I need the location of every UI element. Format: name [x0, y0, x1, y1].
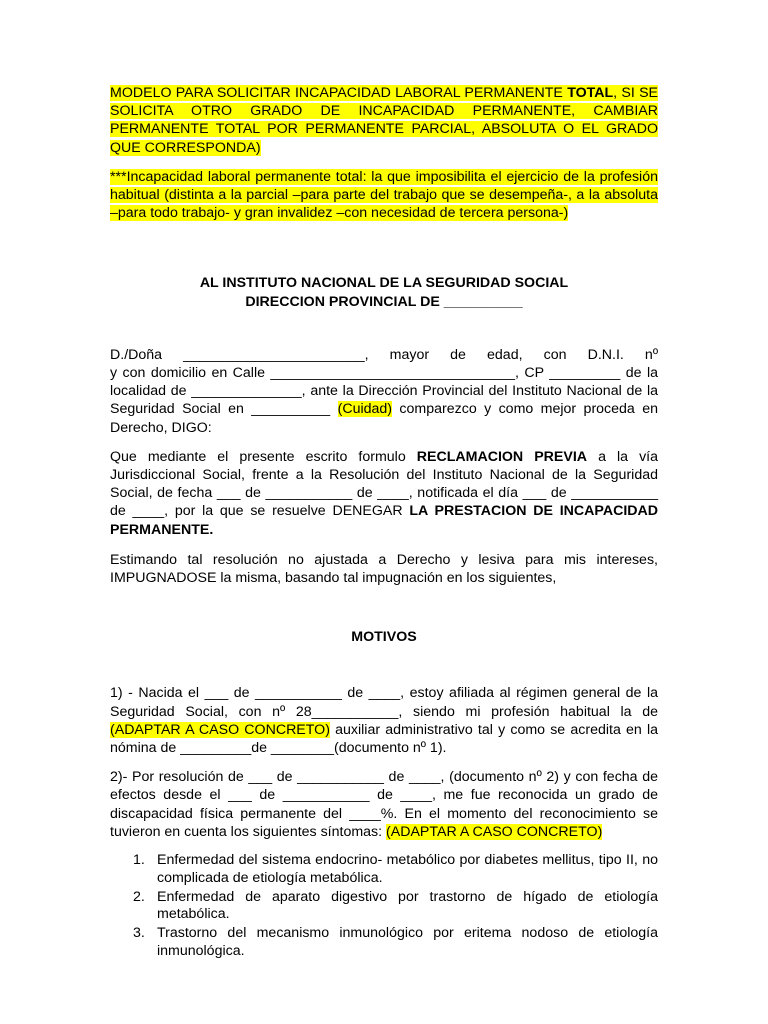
- intro-line4-a: Seguridad Social en __________: [110, 401, 338, 418]
- intro-line1: D./Doña _______________________, mayor de edad, con D.N.I. nº: [110, 346, 658, 363]
- list-item-number: 3.: [133, 925, 145, 942]
- list-item-text: Enfermedad de aparato digestivo por trastorno de hígado de etiología metabólica.: [157, 888, 658, 923]
- claim-paragraph: [110, 448, 658, 539]
- motivo-1: [110, 684, 658, 757]
- list-item-number: 2.: [133, 888, 145, 905]
- motivo-1-highlight: (ADAPTAR A CASO CONCRETO): [110, 721, 330, 738]
- document-body: [110, 84, 658, 962]
- intro-paragraph: [110, 346, 658, 437]
- definition-note-text: ***Incapacidad laboral permanente total: la que imposibilita el ejercicio de la profesión habitual (distinta a la parcial –para parte del trabajo que se desempeña-, a la absoluta –para todo trabajo- y gran invalidez –con necesidad de tercera persona-): [110, 168, 658, 222]
- header-note: [110, 84, 658, 157]
- symptoms-list: [110, 852, 658, 961]
- list-item: [110, 889, 658, 925]
- intro-line5: Derecho, DIGO:: [110, 419, 212, 436]
- addressee-line1-text: AL INSTITUTO NACIONAL DE LA SEGURIDAD SOCIAL: [199, 275, 569, 292]
- motivos-title-text: MOTIVOS: [351, 629, 417, 646]
- addressee-line2: [110, 293, 658, 311]
- header-note-part2: , SI SE SOLICITA OTRO GRADO DE INCAPACIDAD PERMANENTE, CAMBIAR PERMANENTE TOTAL POR PERMANENTE PARCIAL, ABSOLUTA O EL GRADO QUE CORRESPONDA): [110, 85, 659, 156]
- motivo-1-a: 1) - Nacida el ___ de ___________ de ____, estoy afiliada al régimen general de la Seguridad Social, con nº 28___________, siendo mi profesión habitual la de: [110, 685, 658, 720]
- header-note-text: [110, 85, 658, 156]
- list-item: [110, 925, 658, 961]
- list-item: [110, 852, 658, 888]
- intro-line4: [110, 400, 658, 418]
- list-item-text: Trastorno del mecanismo inmunológico por eritema nodoso de etiología inmunológica.: [157, 925, 658, 960]
- motivo-1-b: auxiliar administrativo tal y como se acredita en la nómina de _________de ________(documento nº 1).: [110, 721, 658, 757]
- intro-line4-b: comparezco y como mejor proceda en: [392, 401, 658, 418]
- claim-bold-2: LA PRESTACION DE INCAPACIDAD PERMANENTE.: [110, 503, 658, 538]
- list-item-text: Enfermedad del sistema endocrino- metabólico por diabetes mellitus, tipo II, no complicada de etiología metabólica.: [157, 852, 658, 886]
- motivo-2-a: 2)- Por resolución de ___ de ___________ de ____, (documento nº 2) y con fecha de efectos desde el ___ de ___________ de ____, me fue reconocida un grado de discapacidad física permanente del ____%. En el momento del reconocimiento se tuvieron en cuenta los siguientes síntomas:: [110, 769, 658, 840]
- claim-a: Que mediante el presente escrito formulo: [110, 448, 417, 465]
- addressee-line2-text: DIRECCION PROVINCIAL DE __________: [245, 293, 523, 310]
- list-item-number: 1.: [133, 852, 145, 869]
- intro-city-highlight: (Cuidad): [337, 401, 393, 418]
- motivo-2: [110, 768, 658, 841]
- header-note-part1: MODELO PARA SOLICITAR INCAPACIDAD LABORAL PERMANENTE: [110, 85, 568, 101]
- claim-bold-1: RECLAMACION PREVIA: [416, 448, 588, 465]
- header-note-bold: TOTAL: [567, 85, 614, 101]
- claim-c: a la vía Jurisdiccional Social, frente a la Resolución del Instituto Nacional de la Seguridad Social, de fecha ___ de ___________ de ____, notificada el día ___ de ___________ de ____, por la que se resuelve DENEGAR: [110, 448, 659, 520]
- intro-line2: y con domicilio en Calle _______________________________, CP _________ de la: [110, 365, 658, 382]
- motivo-2-highlight: (ADAPTAR A CASO CONCRETO): [386, 823, 603, 840]
- intro-line3: localidad de ______________, ante la Dirección Provincial del Instituto Nacional de la: [110, 383, 658, 400]
- motivos-title: [110, 628, 658, 646]
- estimating-paragraph: Estimando tal resolución no ajustada a Derecho y lesiva para mis intereses, IMPUGNADOSE la misma, basando tal impugnación en los siguientes,: [110, 551, 658, 586]
- definition-note: [110, 168, 658, 223]
- addressee-line1: [110, 274, 658, 292]
